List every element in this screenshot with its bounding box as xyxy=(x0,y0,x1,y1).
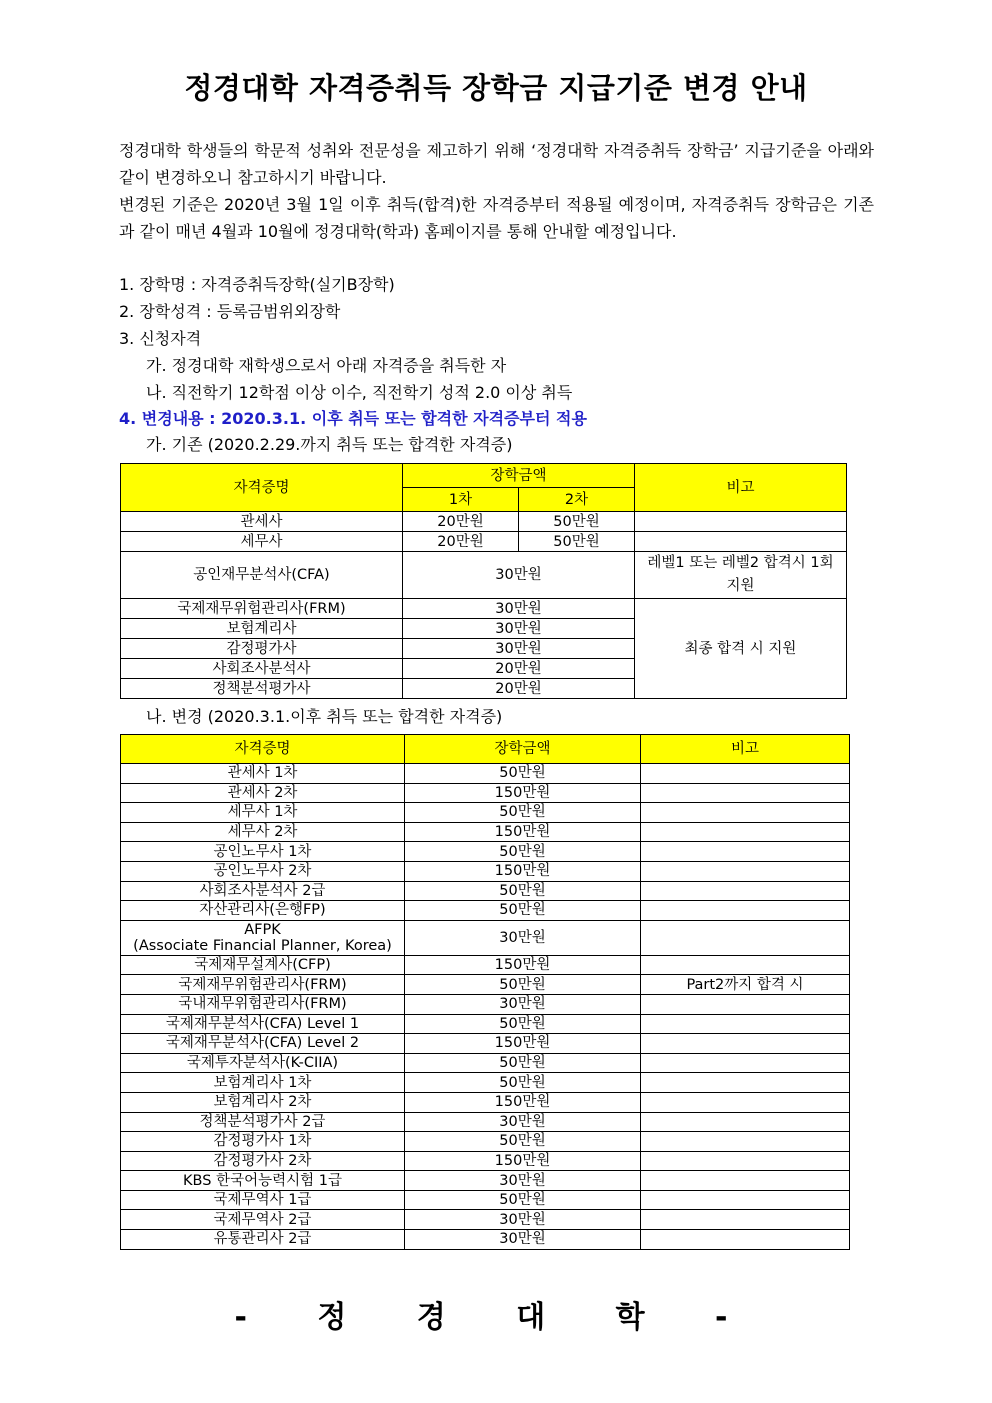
note xyxy=(641,881,850,901)
table-row xyxy=(121,1210,850,1230)
cert-name: 정책분석평가사 2급 xyxy=(121,1112,405,1132)
table-row xyxy=(121,975,850,995)
note: 레벨1 또는 레벨2 합격시 1회 지원 xyxy=(635,552,847,599)
amount: 50만원 xyxy=(405,901,641,921)
cert-name: 세무사 1차 xyxy=(121,803,405,823)
table-row xyxy=(121,532,847,552)
amount: 50만원 xyxy=(405,803,641,823)
note xyxy=(641,994,850,1014)
footer-signature: - 정 경 대 학 - xyxy=(234,1300,758,1335)
table-row xyxy=(121,764,850,784)
table-row xyxy=(121,955,850,975)
amount: 50만원 xyxy=(405,1190,641,1210)
cert-name: 보험계리사 2차 xyxy=(121,1092,405,1112)
table-row xyxy=(121,1073,850,1093)
amount: 30만원 xyxy=(405,1230,641,1250)
note xyxy=(641,1073,850,1093)
cert-name: 보험계리사 xyxy=(121,619,403,639)
amount: 50만원 xyxy=(405,1073,641,1093)
amount: 30만원 xyxy=(403,552,635,599)
item-eligibility: 3. 신청자격 xyxy=(119,329,202,348)
amount: 50만원 xyxy=(405,764,641,784)
table-row xyxy=(121,1053,850,1073)
note: Part2까지 합격 시 xyxy=(641,975,850,995)
amount: 30만원 xyxy=(405,1112,641,1132)
cert-name xyxy=(121,920,405,955)
cert-name: 공인노무사 1차 xyxy=(121,842,405,862)
note xyxy=(641,803,850,823)
header-cert-name: 자격증명 xyxy=(121,735,405,764)
note xyxy=(641,1190,850,1210)
item-change-new-heading: 나. 변경 (2020.3.1.이후 취득 또는 합격한 자격증) xyxy=(146,707,503,726)
note xyxy=(641,920,850,955)
table-row xyxy=(121,599,847,619)
item-eligibility-b: 나. 직전학기 12학점 이상 이수, 직전학기 성적 2.0 이상 취득 xyxy=(146,383,573,402)
cert-name: 국제무역사 2급 xyxy=(121,1210,405,1230)
amount: 30만원 xyxy=(403,619,635,639)
table-row xyxy=(121,1151,850,1171)
amount: 50만원 xyxy=(405,842,641,862)
note xyxy=(635,532,847,552)
cert-name: 유통관리사 2급 xyxy=(121,1230,405,1250)
header-amount: 장학금액 xyxy=(405,735,641,764)
item-eligibility-a: 가. 정경대학 재학생으로서 아래 자격증을 취득한 자 xyxy=(146,356,507,375)
table-row xyxy=(121,1014,850,1034)
note xyxy=(641,1230,850,1250)
table-row xyxy=(121,803,850,823)
note xyxy=(641,861,850,881)
table-row xyxy=(121,920,850,955)
header-note: 비고 xyxy=(635,464,847,512)
note xyxy=(641,1151,850,1171)
amount: 30만원 xyxy=(403,599,635,619)
table-row xyxy=(121,881,850,901)
cert-name: 감정평가사 1차 xyxy=(121,1132,405,1152)
group-note: 최종 합격 시 지원 xyxy=(635,599,847,699)
note xyxy=(641,1132,850,1152)
cert-name: 세무사 xyxy=(121,532,403,552)
note xyxy=(641,1034,850,1054)
header-cert-name: 자격증명 xyxy=(121,464,403,512)
table-row xyxy=(121,842,850,862)
amount: 150만원 xyxy=(405,861,641,881)
intro-paragraph-1: 정경대학 학생들의 학문적 성취와 전문성을 제고하기 위해 ‘정경대학 자격증취득 장학금’ 지급기준을 아래와 같이 변경하오니 참고하시기 바랍니다. xyxy=(119,141,874,187)
table-row xyxy=(121,822,850,842)
amount-second: 50만원 xyxy=(519,512,635,532)
cert-name: 감정평가사 2차 xyxy=(121,1151,405,1171)
item-scholarship-type: 2. 장학성격 : 등록금범위외장학 xyxy=(119,302,341,321)
intro-paragraph-2: 변경된 기준은 2020년 3월 1일 이후 취득(합격)한 자격증부터 적용될 예정이며, 자격증취득 장학금은 기존과 같이 매년 4월과 10월에 정경대학(학과) 홈페이지를 통해 안내할 예정입니다. xyxy=(119,195,874,241)
note xyxy=(641,783,850,803)
amount: 50만원 xyxy=(405,1053,641,1073)
cert-name-line-2: (Associate Financial Planner, Korea) xyxy=(133,937,392,954)
item-scholarship-name: 1. 장학명 : 자격증취득장학(실기B장학) xyxy=(119,275,395,294)
amount: 150만원 xyxy=(405,955,641,975)
intro-text xyxy=(119,137,874,245)
amount: 150만원 xyxy=(405,1151,641,1171)
item-change-old-heading: 가. 기존 (2020.2.29.까지 취득 또는 합격한 자격증) xyxy=(146,435,513,454)
note xyxy=(641,1210,850,1230)
header-note: 비고 xyxy=(641,735,850,764)
item-change-content: 4. 변경내용 : 2020.3.1. 이후 취득 또는 합격한 자격증부터 적용 xyxy=(119,409,587,428)
amount: 50만원 xyxy=(405,1014,641,1034)
amount: 150만원 xyxy=(405,1034,641,1054)
cert-name: 관세사 2차 xyxy=(121,783,405,803)
cert-name: 공인노무사 2차 xyxy=(121,861,405,881)
table-row xyxy=(121,1092,850,1112)
cert-name: 국제투자분석사(K-CIIA) xyxy=(121,1053,405,1073)
cert-name: 국제재무위험관리사(FRM) xyxy=(121,599,403,619)
new-criteria-table xyxy=(120,734,850,1250)
header-amount: 장학금액 xyxy=(403,464,635,488)
note xyxy=(641,1014,850,1034)
header-second: 2차 xyxy=(519,488,635,512)
amount: 30만원 xyxy=(405,1210,641,1230)
amount: 30만원 xyxy=(405,1171,641,1191)
table-row xyxy=(121,1112,850,1132)
cert-name: 국제재무위험관리사(FRM) xyxy=(121,975,405,995)
table-row xyxy=(121,512,847,532)
cert-name-line-1: AFPK xyxy=(244,921,281,938)
note xyxy=(641,1092,850,1112)
note xyxy=(641,1053,850,1073)
cert-name: 정책분석평가사 xyxy=(121,679,403,699)
note xyxy=(641,955,850,975)
amount: 30만원 xyxy=(405,994,641,1014)
amount-first: 20만원 xyxy=(403,512,519,532)
amount-second: 50만원 xyxy=(519,532,635,552)
note xyxy=(641,764,850,784)
cert-name: 관세사 xyxy=(121,512,403,532)
table-row xyxy=(121,1171,850,1191)
note xyxy=(641,901,850,921)
amount-first: 20만원 xyxy=(403,532,519,552)
cert-name: 국제재무설계사(CFP) xyxy=(121,955,405,975)
amount: 20만원 xyxy=(403,659,635,679)
cert-name: 국제재무분석사(CFA) Level 2 xyxy=(121,1034,405,1054)
note xyxy=(641,822,850,842)
table-row xyxy=(121,1230,850,1250)
amount: 30만원 xyxy=(403,639,635,659)
cert-name: 공인재무분석사(CFA) xyxy=(121,552,403,599)
table-row xyxy=(121,861,850,881)
amount: 50만원 xyxy=(405,881,641,901)
table-row xyxy=(121,1190,850,1210)
table-row xyxy=(121,994,850,1014)
note xyxy=(641,1171,850,1191)
cert-name: 국제재무분석사(CFA) Level 1 xyxy=(121,1014,405,1034)
cert-name: 세무사 2차 xyxy=(121,822,405,842)
table-row xyxy=(121,783,850,803)
cert-name: 관세사 1차 xyxy=(121,764,405,784)
note xyxy=(635,512,847,532)
amount: 150만원 xyxy=(405,1092,641,1112)
table-row xyxy=(121,552,847,599)
cert-name: 자산관리사(은행FP) xyxy=(121,901,405,921)
cert-name: 감정평가사 xyxy=(121,639,403,659)
cert-name: 국내재무위험관리사(FRM) xyxy=(121,994,405,1014)
amount: 50만원 xyxy=(405,975,641,995)
table-row xyxy=(121,1132,850,1152)
amount: 50만원 xyxy=(405,1132,641,1152)
amount: 150만원 xyxy=(405,783,641,803)
note xyxy=(641,1112,850,1132)
amount: 150만원 xyxy=(405,822,641,842)
old-criteria-table xyxy=(120,463,847,699)
cert-name: 사회조사분석사 xyxy=(121,659,403,679)
note xyxy=(641,842,850,862)
cert-name: 국제무역사 1급 xyxy=(121,1190,405,1210)
table-row xyxy=(121,901,850,921)
table-row xyxy=(121,1034,850,1054)
header-first: 1차 xyxy=(403,488,519,512)
cert-name: 사회조사분석사 2급 xyxy=(121,881,405,901)
cert-name: 보험계리사 1차 xyxy=(121,1073,405,1093)
amount: 30만원 xyxy=(405,920,641,955)
page-title: 정경대학 자격증취득 장학금 지급기준 변경 안내 xyxy=(184,71,808,105)
amount: 20만원 xyxy=(403,679,635,699)
cert-name: KBS 한국어능력시험 1급 xyxy=(121,1171,405,1191)
